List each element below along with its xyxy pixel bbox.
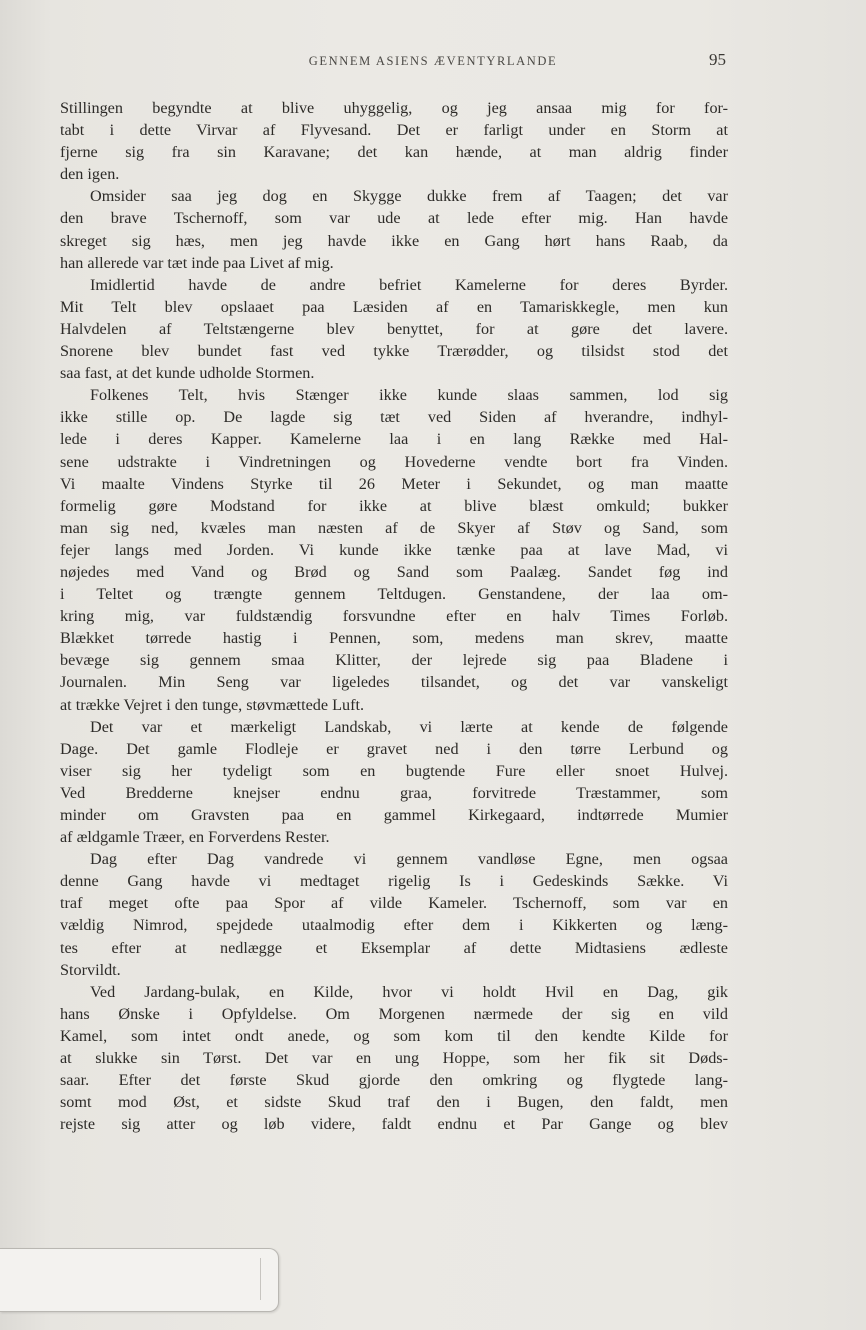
text-line: rejste sig atter og løb videre, faldt endnu et Par Gange og blev: [60, 1115, 728, 1134]
text-line: tes efter at nedlægge et Eksemplar af dette Midtasiens ædleste: [60, 938, 728, 957]
text-line: Ved Jardang-bulak, en Kilde, hvor vi holdt Hvil en Dag, gik: [90, 982, 728, 1001]
text-line: formelig gøre Modstand for ikke at blive blæst omkuld; bukker: [60, 496, 728, 515]
text-line: Stillingen begyndte at blive uhyggelig, og jeg ansaa mig for for-: [60, 99, 728, 117]
text-line: Journalen. Min Seng var ligeledes tilsandet, og det var vanskeligt: [60, 673, 728, 692]
text-line: i Teltet og trængte gennem Teltdugen. Genstandene, der laa om-: [60, 585, 728, 604]
text-line: Vi maalte Vindens Styrke til 26 Meter i Sekundet, og man maatte: [60, 474, 728, 493]
text-line: han allerede var tæt inde paa Livet af mig.: [60, 253, 334, 272]
text-line: traf meget ofte paa Spor af vilde Kameler. Tschernoff, som var en: [60, 894, 728, 913]
text-line: saar. Efter det første Skud gjorde den omkring og flygtede lang-: [60, 1071, 728, 1090]
text-line: Blækket tørrede hastig i Pennen, som, medens man skrev, maatte: [60, 629, 728, 648]
text-line: fjerne sig fra sin Karavane; det kan hænde, at man aldrig finder: [60, 143, 728, 162]
text-line: Det var et mærkeligt Landskab, vi lærte at kende de følgende: [90, 717, 728, 736]
text-line: Omsider saa jeg dog en Skygge dukke frem af Taagen; det var: [90, 187, 728, 206]
page-header: [0, 52, 866, 72]
text-line: Dage. Det gamle Flodleje er gravet ned i den tørre Lerbund og: [60, 739, 728, 758]
text-line: Imidlertid havde de andre befriet Kamelerne for deres Byrder.: [90, 275, 728, 294]
text-line: den igen.: [60, 165, 120, 184]
text-line: Ved Bredderne knejser endnu graa, forvitrede Træstammer, som: [60, 783, 728, 802]
text-line: man sig ned, kvæles man næsten af de Skyer af Støv og Sand, som: [60, 518, 728, 537]
text-line: lede i deres Kapper. Kamelerne laa i en lang Række med Hal-: [60, 430, 728, 449]
paper-slip-fold: [30, 1258, 261, 1300]
paper-slip: [0, 1248, 279, 1312]
page-number: 95: [709, 50, 726, 69]
text-line: nøjedes med Vand og Brød og Sand som Paalæg. Sandet føg ind: [60, 562, 728, 581]
text-line: at slukke sin Tørst. Det var en ung Hoppe, som her fik sit Døds-: [60, 1049, 728, 1068]
text-line: at trække Vejret i den tunge, støvmættede Luft.: [60, 695, 365, 714]
text-line: Storvildt.: [60, 960, 121, 979]
text-line: Snorene blev bundet fast ved tykke Trærødder, og tilsidst stod det: [60, 342, 728, 361]
text-line: den brave Tschernoff, som var ude at lede efter mig. Han havde: [60, 209, 728, 228]
text-line: bevæge sig gennem smaa Klitter, der lejrede sig paa Bladene i: [60, 651, 728, 670]
text-line: minder om Gravsten paa en gammel Kirkegaard, indtørrede Mumier: [60, 806, 728, 824]
text-line: Halvdelen af Teltstængerne blev benyttet, for at gøre det lavere.: [60, 319, 728, 338]
text-line: sene udstrakte i Vindretningen og Hovederne vendte bort fra Vinden.: [60, 452, 728, 471]
text-line: Mit Telt blev opslaaet paa Læsiden af en Tamariskkegle, men kun: [60, 297, 728, 316]
running-title: GENNEM ASIENS ÆVENTYRLANDE: [308, 54, 558, 68]
text-line: viser sig her tydeligt som en bugtende Fure eller snoet Hulvej.: [60, 761, 728, 780]
text-line: skreget sig hæs, men jeg havde ikke en Gang hørt hans Raab, da: [60, 231, 728, 250]
text-line: kring mig, var fuldstændig forsvundne efter en halv Times Forløb.: [60, 607, 728, 626]
text-line: denne Gang havde vi medtaget rigelig Is i Gedeskinds Sække. Vi: [60, 872, 728, 891]
text-line: Folkenes Telt, hvis Stænger ikke kunde slaas sammen, lod sig: [90, 386, 728, 405]
text-line: saa fast, at det kunde udholde Stormen.: [60, 364, 315, 383]
text-line: tabt i dette Virvar af Flyvesand. Det er farligt under en Storm at: [60, 121, 728, 140]
text-line: fejer langs med Jorden. Vi kunde ikke tænke paa at lave Mad, vi: [60, 540, 728, 559]
text-line: vældig Nimrod, spejdede utaalmodig efter dem i Kikkerten og læng-: [60, 916, 728, 935]
text-line: ikke stille op. De lagde sig tæt ved Siden af hverandre, indhyl-: [60, 408, 728, 427]
text-line: af ældgamle Træer, en Forverdens Rester.: [60, 828, 330, 847]
text-line: somt mod Øst, et sidste Skud traf den i Bugen, den faldt, men: [60, 1093, 728, 1112]
text-line: hans Ønske i Opfyldelse. Om Morgenen nærmede der sig en vild: [60, 1004, 728, 1023]
body-text: [60, 97, 728, 1135]
text-line: Dag efter Dag vandrede vi gennem vandløse Egne, men ogsaa: [90, 850, 728, 869]
text-line: Kamel, som intet ondt anede, og som kom til den kendte Kilde for: [60, 1026, 728, 1045]
